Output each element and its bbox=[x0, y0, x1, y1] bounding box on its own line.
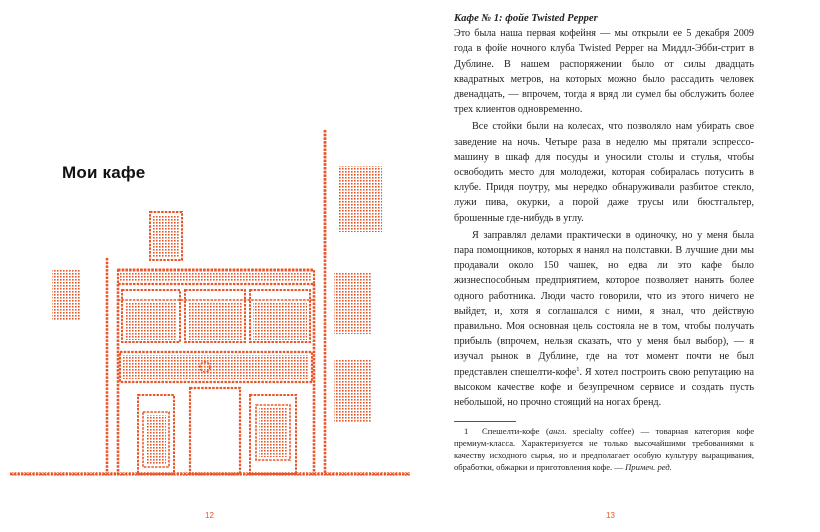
paragraph-3-tail: . Я хотел построить свою репутацию на высоком качестве кофе и безупречном сервисе и создать пусть небольшой, но прочно стоящий на ногах бренд. bbox=[454, 366, 754, 409]
footnote-marker: 1 bbox=[464, 426, 469, 436]
footnote-reference: 1 bbox=[576, 365, 580, 373]
page-number-right: 13 bbox=[606, 511, 615, 520]
main-text-column bbox=[454, 11, 754, 410]
paragraph-3 bbox=[454, 228, 754, 410]
paragraph-1: Это была наша первая кофейня — мы открыли ее 5 декабря 2009 года в фойе ночного клуба Twisted Pepper на Миддл-Эбби-стрит в Дублине. В нашем распоряжении было от силы двадцать квадратных метров, на которых можно было рассадить человек двенадцать, — впрочем, тогда я вряд ли сумел бы обслужить более трех клиентов одновременно. bbox=[454, 28, 754, 116]
page-number-left: 12 bbox=[205, 511, 214, 520]
chapter-heading: Кафе № 1: фойе Twisted Pepper bbox=[454, 13, 598, 24]
footnote-lang: англ. bbox=[548, 426, 567, 436]
footnote bbox=[454, 425, 754, 473]
footnote-text bbox=[454, 425, 754, 473]
section-title: Мои кафе bbox=[62, 163, 146, 182]
footnote-body: specialty coffee) — товарная категория кофе премиум-класса. Характеризуется не только высочайшими требованиями к качеству исходного сырья, но и предполагает особую культуру выращивания, обработки, обжарки и приготовления кофе. — bbox=[454, 426, 755, 473]
paragraph-3-text: Я заправлял делами практически в одиночку, но у меня была пара помощников, которых я нанял на полставки. В лучшие дни мы продавали около 150 чашек, но едва ли это кафе было жизнеспособным предприятием, которое позволяет нанять более одного работника. Люди часто говорили, что из этого ничего не выйдет, и, хотя я соглашался с ними, я знал, что действую правильно. Моя основная цель состояла не в том, чтобы получать прибыль (впрочем, нельзя сказать, что у меня был выбор), — я изучал рынок в Дублине, где на тот момент почти не был представлен спешелти-кофе bbox=[454, 229, 754, 378]
footnote-term: Спешелти-кофе ( bbox=[482, 426, 549, 436]
paragraph-2: Все стойки были на колесах, что позволяло нам убирать свое заведение на ночь. Четыре раза в неделю мы прятали эспрессо-машину в шкаф для посуды и уносили столы и стулья, чтобы освободить место для молодежи, которая собиралась потусить в клубе. Придя поутру, мы нередко обнаруживали разбитое стекло, лужи пива, окурки, а порой даже трусы или бюстгальтер, брошенные где-нибудь в углу. bbox=[454, 121, 754, 224]
footnote-editor-note: Примеч. ред. bbox=[625, 462, 672, 473]
footnote-divider bbox=[454, 421, 516, 422]
